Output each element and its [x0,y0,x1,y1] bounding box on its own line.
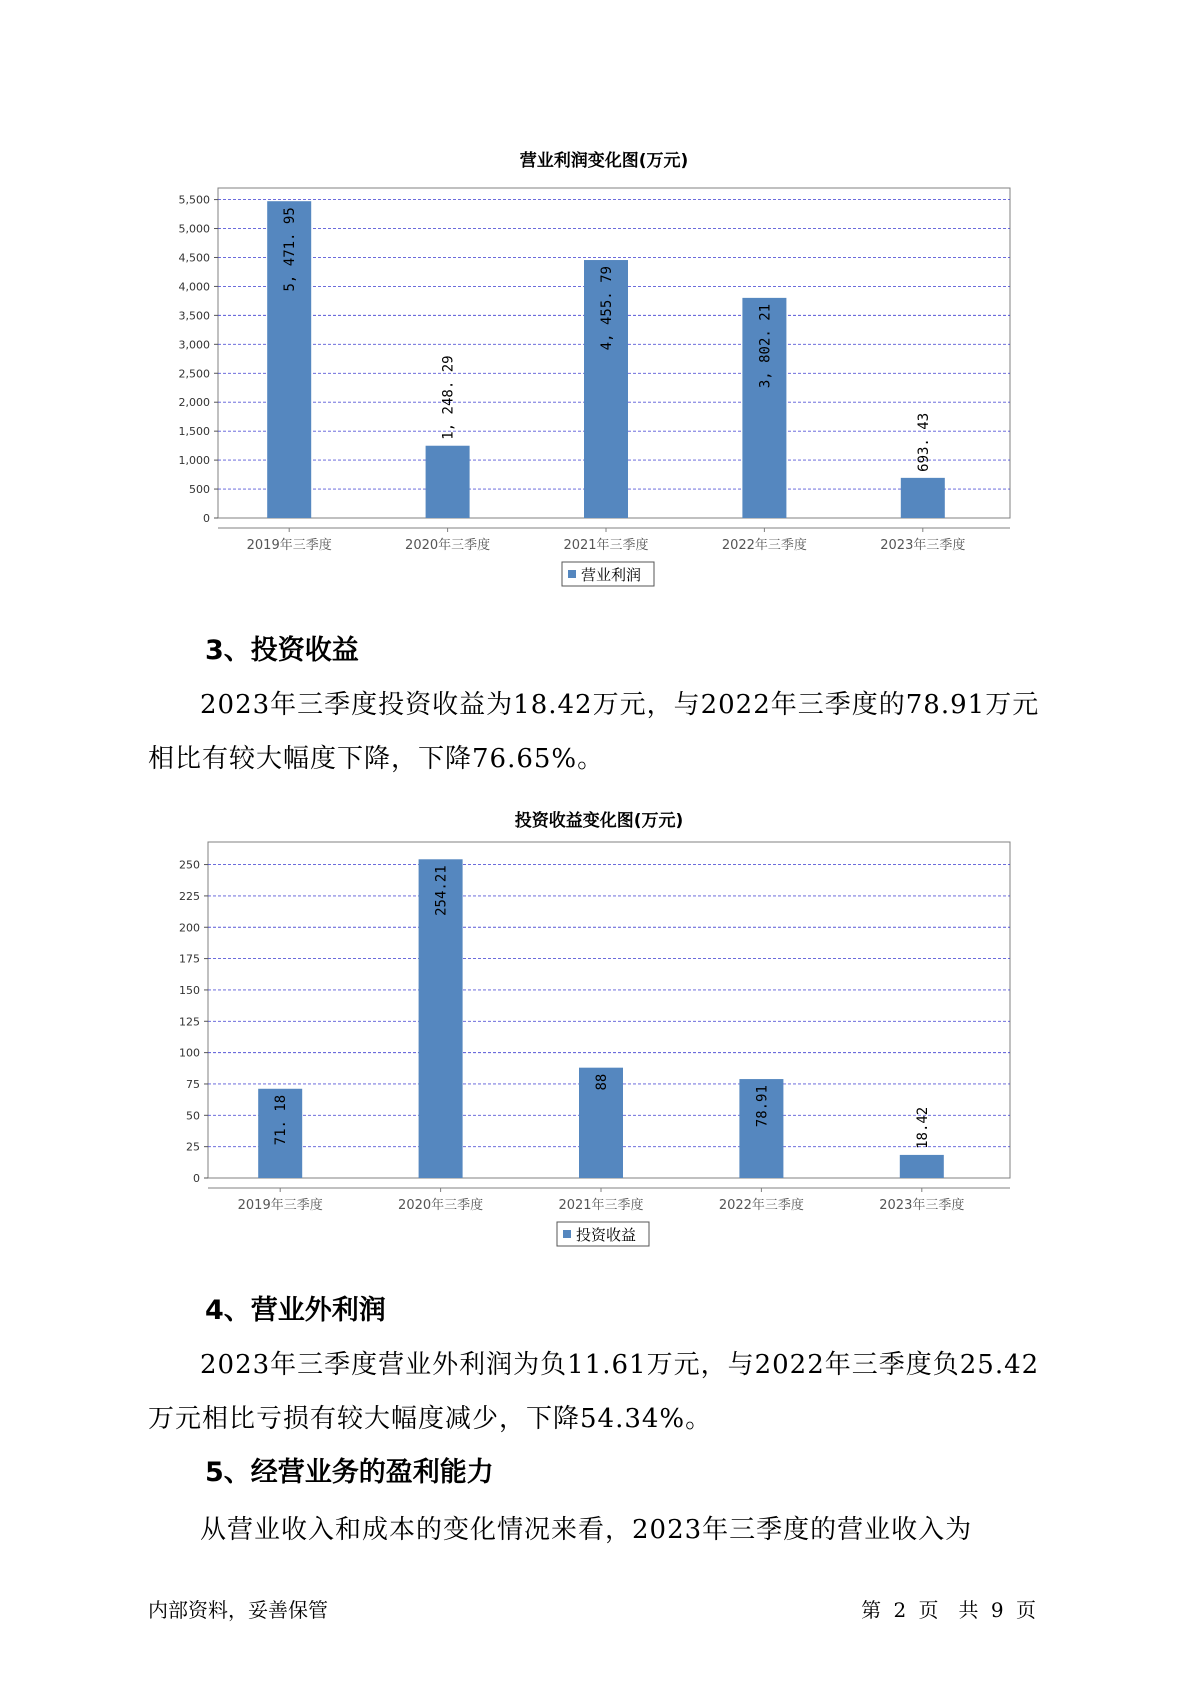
y-tick-label: 3,000 [178,338,210,352]
section-heading-nonoperating: 4、营业外利润 [205,1295,386,1326]
y-tick-label: 25 [186,1140,200,1154]
y-tick-label: 1,500 [178,425,210,439]
y-tick-label: 150 [179,983,200,997]
bar-value-label: 78.91 [754,1085,771,1128]
x-tick-label: 2020年三季度 [398,1198,484,1213]
y-tick-label: 4,500 [178,251,210,265]
y-tick-label: 0 [193,1172,200,1185]
x-tick-label: 2019年三季度 [246,538,332,553]
bar-value-label: 71. 18 [273,1094,290,1146]
section-heading-profitability: 5、经营业务的盈利能力 [205,1457,494,1488]
y-tick-label: 225 [179,889,200,903]
legend-label: 投资收益 [576,1226,637,1244]
bar-value-label: 1, 248. 29 [440,355,457,440]
bar-value-label: 18.42 [914,1106,931,1149]
legend-swatch [568,570,576,578]
bar-value-label: 4, 455. 79 [599,266,615,351]
x-tick-label: 2021年三季度 [558,1198,644,1213]
x-tick-label: 2022年三季度 [721,538,807,553]
y-tick-label: 5,500 [178,193,210,207]
section-heading-investment: 3、投资收益 [205,635,359,666]
y-tick-label: 125 [179,1015,200,1029]
chart-title: 投资收益变化图(万元) [514,811,684,831]
legend-swatch [563,1230,571,1238]
y-tick-label: 5,000 [178,222,210,236]
x-tick-label: 2022年三季度 [718,1198,804,1213]
bar-value-label: 3, 802. 21 [757,303,774,389]
y-tick-label: 250 [179,858,200,872]
y-tick-label: 175 [179,952,200,966]
nonoperating-paragraph: 2023年三季度营业外利润为负11.61万元，与2022年三季度负25.42万元相比亏损有较大幅度减少，下降54.34%。 [148,1350,1040,1434]
operating-profit-chart-svg [0,140,1191,600]
profitability-paragraph: 从营业收入和成本的变化情况来看，2023年三季度的营业收入为 [200,1515,973,1545]
y-tick-label: 2,000 [178,396,210,410]
bar [426,446,470,518]
y-tick-label: 500 [189,483,210,497]
x-tick-label: 2021年三季度 [563,538,649,553]
y-tick-label: 3,500 [178,309,210,323]
operating-profit-chart [0,140,1191,600]
x-tick-label: 2019年三季度 [237,1198,323,1213]
investment-income-chart-svg [0,800,1191,1260]
y-tick-label: 1,000 [178,454,210,468]
bar-value-label: 693. 43 [915,412,932,472]
footer-confidential-note: 内部资料，妥善保管 [148,1598,328,1622]
bar [900,1155,944,1178]
y-tick-label: 200 [179,921,200,935]
bar [901,478,945,518]
y-tick-label: 4,000 [178,280,210,294]
chart-title: 营业利润变化图(万元) [519,151,689,171]
x-tick-label: 2023年三季度 [880,538,966,553]
x-tick-label: 2020年三季度 [405,538,491,553]
bar-value-label: 254.21 [433,865,450,916]
y-tick-label: 2,500 [178,367,210,381]
bar-value-label: 88 [594,1073,610,1091]
investment-paragraph: 2023年三季度投资收益为18.42万元，与2022年三季度的78.91万元相比有较大幅度下降，下降76.65%。 [148,690,1040,774]
x-tick-label: 2023年三季度 [879,1198,965,1213]
investment-income-chart [0,800,1191,1260]
y-tick-label: 100 [179,1046,200,1060]
y-tick-label: 0 [203,512,210,525]
y-tick-label: 75 [186,1077,200,1091]
bar-value-label: 5, 471. 95 [282,207,299,292]
legend-label: 营业利润 [581,566,642,584]
y-tick-label: 50 [186,1109,200,1123]
footer-page-number: 第 2 页 共 9 页 [861,1598,1036,1622]
